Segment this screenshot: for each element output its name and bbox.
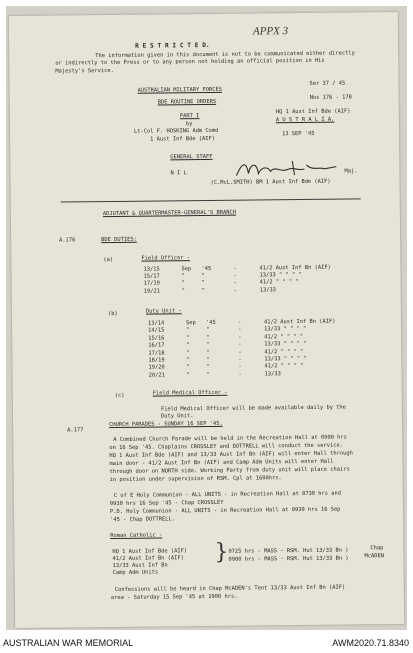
du-rows-cell-c3: " xyxy=(206,356,210,364)
duty-unit-title: Duty Unit - xyxy=(145,308,182,315)
rc-brace: } xyxy=(214,539,229,565)
du-rows-cell-dash: - xyxy=(238,371,242,378)
du-rows-cell-date: 14/15 xyxy=(148,327,165,335)
confessions-line: area - Saturday 15 Sep '45 at 1900 hrs. xyxy=(110,593,238,602)
fo-rows-cell-dash: - xyxy=(233,287,237,294)
fo-rows-cell-date: 15/17 xyxy=(143,273,160,280)
appendix-annotation: APPX 3 xyxy=(252,25,289,38)
du-rows-cell-c2: " xyxy=(186,334,190,342)
medical-text-2: Duty Unit. xyxy=(160,413,194,420)
fo-rows-cell-unit: 13/33 " " " " xyxy=(259,272,302,279)
fo-rows-cell-c2: " xyxy=(181,287,185,294)
medical-title: Field Medical Officer - xyxy=(152,389,228,397)
fo-rows-cell-c3: " xyxy=(201,273,205,280)
du-rows-cell-date: 13/14 xyxy=(148,320,165,327)
du-rows-cell-date: 17/18 xyxy=(148,350,165,357)
unit-right: HQ 1 Aust Inf Bde (AIF) xyxy=(275,108,351,116)
document-sheet xyxy=(9,12,404,628)
para-2-line: C of E Holy Communion - ALL UNITS - in Recreation Hall at 0730 hrs and xyxy=(113,490,342,499)
order-numbers: Nos 176 - 178 xyxy=(309,94,352,101)
du-rows-cell-c2: " xyxy=(186,371,190,379)
fo-rows-cell-c3: '45 xyxy=(201,265,212,273)
fo-rows-cell-date: 17/19 xyxy=(143,280,160,288)
orders-title: BDE ROUTINE ORDERS xyxy=(157,98,217,106)
archive-footer xyxy=(0,633,413,653)
archive-name: AUSTRALIAN WAR MEMORIAL xyxy=(3,638,134,648)
nil-text: N I L xyxy=(170,170,187,177)
du-rows-cell-unit: 41/2 Aust Inf Bn (AIF) xyxy=(263,318,336,326)
du-rows-cell-date: 18/19 xyxy=(148,357,165,364)
general-staff-heading: GENERAL STAFF xyxy=(170,153,213,161)
forces-title: AUSTRALIAN MILITARY FORCES xyxy=(137,86,223,94)
signatory-rank: Maj. xyxy=(344,168,358,175)
rc-unit: HQ 1 Aust Inf Bde (AIF) xyxy=(112,548,188,555)
para-1-line: HQ 1 Aust Inf Bde (AIF) and 13/33 Aust Inf Bn (AIF) will enter Hall through xyxy=(109,450,353,460)
du-rows-cell-c2: " xyxy=(186,357,190,364)
du-rows-cell-c2: " xyxy=(186,342,190,349)
fo-rows-cell-c3: " xyxy=(201,280,205,287)
b-label: (b) xyxy=(107,310,118,318)
fo-rows-cell-c3: " xyxy=(201,287,205,294)
du-rows-cell-dash: - xyxy=(238,341,242,348)
confessions-line: Confessions will be heard in Chap McADEN's Tent 13/33 Aust Inf Bn (AIF) xyxy=(114,584,346,593)
field-officer-title: Field Officer - xyxy=(141,255,191,262)
c-label: (c) xyxy=(114,392,125,399)
rc-unit: 13/33 Aust Inf Bn xyxy=(112,562,168,569)
du-rows-cell-date: 19/20 xyxy=(148,364,165,372)
fo-rows-cell-c2: " xyxy=(181,273,185,280)
country-label: A U S T R A L I A. xyxy=(275,116,335,124)
fo-rows-cell-date: 19/21 xyxy=(143,288,160,295)
du-rows-cell-dash: - xyxy=(238,327,242,334)
du-rows-cell-dash: - xyxy=(238,349,242,356)
para-1-line: in position under supervision of RSM. Cpl at 1600hrs. xyxy=(109,475,282,484)
du-rows-cell-dash: - xyxy=(238,364,242,371)
fo-rows-cell-c2: Sep xyxy=(181,266,192,273)
para-1-line: main door - 41/2 Aust Inf Bn (AIF) and Camp Adm Units will enter Hall xyxy=(109,458,334,468)
rc-time: 0900 hrs - MASS - RSM. Hut 13/33 Bn ) xyxy=(228,555,349,563)
fo-rows-cell-c2: " xyxy=(181,280,185,287)
du-rows-cell-date: 16/17 xyxy=(148,342,165,349)
para-2-line: '45 - Chap DOTTRELL. xyxy=(110,516,176,524)
du-rows-cell-c3: " xyxy=(206,349,210,356)
fo-rows-cell-dash: - xyxy=(233,272,237,279)
du-rows-cell-c3: '45 xyxy=(206,319,216,327)
order-date: 13 SEP '45 xyxy=(282,130,315,138)
para-1-line: through door on NORTH side. Working Party from duty unit will place chairs xyxy=(109,466,350,476)
du-rows-cell-c3: " xyxy=(206,371,210,378)
security-notice: The information given in this document is not to be communicated either directly or indirectly to the Press or to any person not holding an official position in His Majesty's Service. xyxy=(55,50,355,75)
adjutant-heading: ADJUTANT & QUARTERMASTER-GENERAL'S BRANCH xyxy=(102,209,236,218)
du-rows-cell-dash: - xyxy=(238,356,242,363)
fo-rows-cell-unit: 13/33 xyxy=(259,286,276,294)
archive-reference: AWM2020.71.8340 xyxy=(332,638,409,648)
fo-rows-cell-dash: - xyxy=(233,280,237,287)
rc-chaplain: Chap xyxy=(370,545,384,552)
medical-text-1: Field Medical Officer will be made available daily by the xyxy=(160,404,346,413)
a177-number: A.177 xyxy=(67,427,84,434)
du-rows-cell-unit: 13/33 " " " " xyxy=(264,355,307,363)
para-1-line: on 16 Sep '45. Chaplains CROSSLEY and DOTTRELL will conduct the service. xyxy=(109,442,344,452)
du-rows-cell-unit: 13/33 xyxy=(264,371,281,378)
commander-line-2: 1 Aust Inf Bde (AIF) xyxy=(150,135,216,143)
du-rows-cell-date: 15/16 xyxy=(148,335,165,342)
du-rows-cell-unit: 41/2 " " " " xyxy=(264,363,304,370)
fo-rows-cell-unit: 41/2 " " " " xyxy=(259,279,299,286)
du-rows-cell-c3: " xyxy=(206,334,210,341)
para-2-line: 0930 hrs 16 Sep '45 - Chap CROSSLEY xyxy=(109,499,224,508)
du-rows-cell-date: 20/21 xyxy=(148,372,165,379)
rc-unit: 41/2 Aust Inf Bn (AIF) xyxy=(112,555,184,562)
a176-number: A.176 xyxy=(59,237,76,244)
fo-rows-cell-date: 13/15 xyxy=(143,266,160,273)
du-rows-cell-unit: 41/2 " " " " xyxy=(264,333,304,341)
a177-title: CHURCH PARADES - SUNDAY 16 SEP '45. xyxy=(109,420,223,429)
part-title: PART I xyxy=(179,113,200,120)
du-rows-cell-c2: Sep xyxy=(186,320,196,327)
du-rows-cell-unit: 13/33 " " " " xyxy=(264,341,307,348)
rc-time: 0725 hrs - MASS - RSM. Hut 13/33 Bn ) xyxy=(228,547,349,555)
classification-heading: R E S T R I C T E D. xyxy=(135,41,210,50)
signatory-name: (C.McL.SMITH) BM 1 Aust Inf Bde (AIF) xyxy=(210,178,331,186)
du-rows-cell-c2: " xyxy=(186,349,190,356)
fo-rows-cell-unit: 41/2 Aust Inf Bn (AIF) xyxy=(259,264,331,272)
du-rows-cell-unit: 13/33 " " " " xyxy=(264,326,307,333)
du-rows-cell-c3: " xyxy=(206,342,210,349)
a-label: (a) xyxy=(103,256,114,264)
commander-line-1: Lt-Col F. HOSKING Adm Comd xyxy=(133,127,219,135)
du-rows-cell-unit: 41/2 " " " " xyxy=(264,348,304,355)
fo-rows-cell-dash: - xyxy=(233,265,237,272)
rc-unit: Camp Adm Units xyxy=(112,569,159,576)
a176-title: BDE DUTIES: xyxy=(101,236,137,244)
para-2-line: P.D. Holy Communion - ALL UNITS - in Recreation Hall at 0930 hrs 16 Sep xyxy=(109,506,341,516)
serial-number: Ser 37 / 45 xyxy=(309,80,346,87)
du-rows-cell-c3: " xyxy=(206,364,210,371)
du-rows-cell-c3: " xyxy=(206,327,210,334)
du-rows-cell-dash: - xyxy=(238,334,242,341)
du-rows-cell-dash: - xyxy=(237,319,242,326)
para-1-line: A Combined Church Parade will be held in the Recreation Hall at 0900 hrs xyxy=(113,434,347,443)
du-rows-cell-c2: " xyxy=(186,364,190,371)
roman-catholic-title: Roman Catholic - xyxy=(110,532,163,540)
divider-line xyxy=(61,198,361,202)
du-rows-cell-c2: " xyxy=(186,327,190,334)
by-label: by xyxy=(185,121,193,128)
rc-chaplain: McADEN xyxy=(364,553,384,560)
